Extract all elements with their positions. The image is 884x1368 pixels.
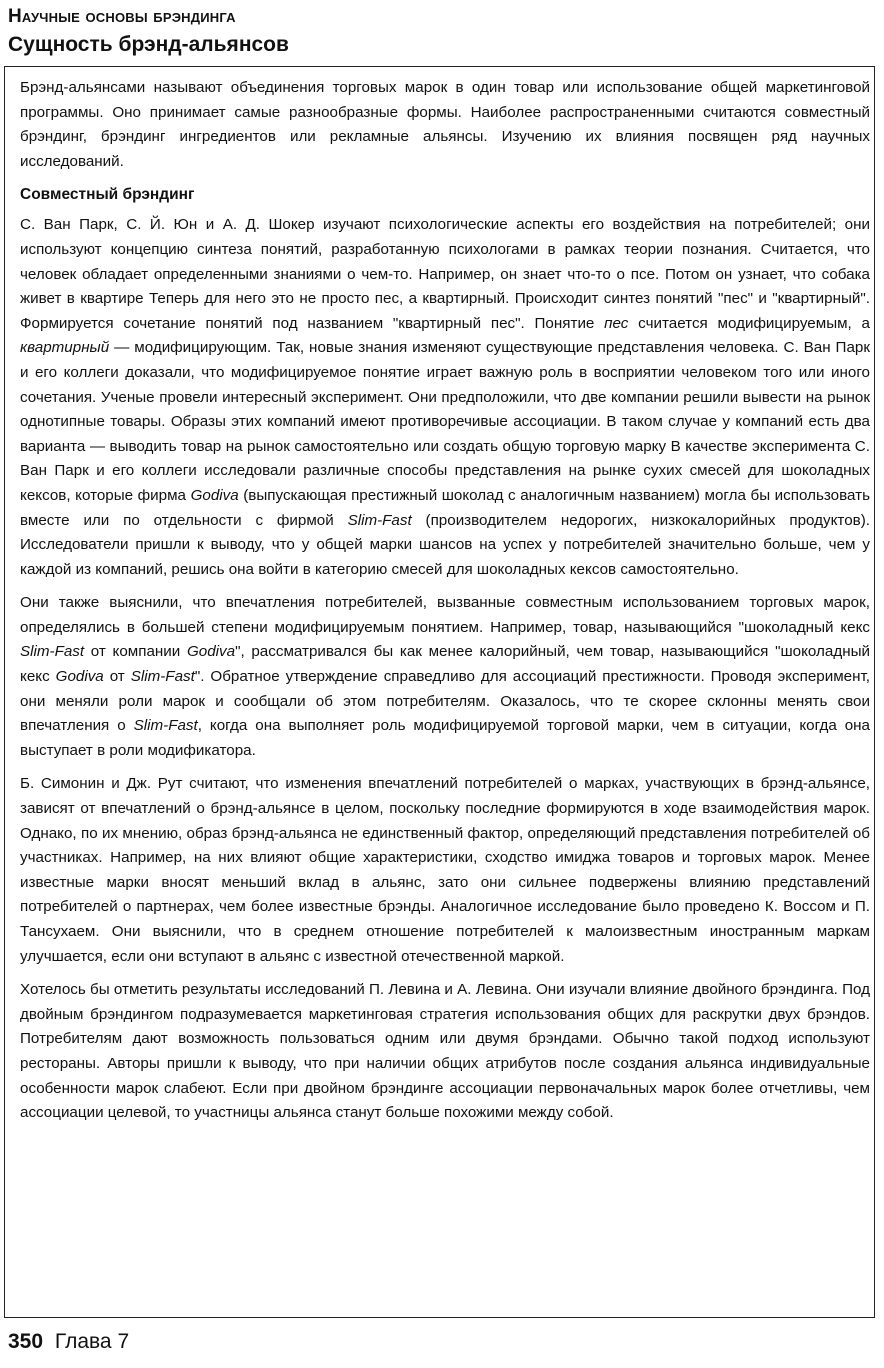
text-run: (производителем недорогих, низкокалорийных продуктов). Исследователи пришли к выводу, что у общей марки шансов на успех у потребителей значительно больше, чем у каждой из компаний, решись она войти в категорию смесей для шоколадных кексов самостоятельно.: [20, 511, 870, 578]
italic-term: квартирный: [20, 339, 110, 357]
italic-term: Godiva: [190, 486, 239, 504]
italic-term: пес: [604, 314, 629, 332]
text-run: считается модифицируемым, а: [628, 314, 870, 332]
header: [8, 4, 289, 60]
sidebar-box-content: [20, 76, 870, 1135]
text-run: (выпускающая престижный шоколад с аналогичным названием) могла бы использовать вместе или по отдельности с фирмой: [20, 486, 870, 529]
italic-term: Godiva: [186, 643, 236, 661]
paragraph-1: [20, 213, 870, 582]
paragraph-2: [20, 591, 870, 763]
page-footer: [8, 1330, 129, 1354]
paragraph-3: Б. Симонин и Дж. Рут считают, что изменения впечатлений потребителей о марках, участвующих в брэнд-альянсе, зависят от впечатлений о брэнд-альянсе в целом, поскольку последние формируются в ходе взаимодействия марок. Однако, по их мнению, образ брэнд-альянса не единственный фактор, определяющий представления потребителей об участниках. Например, на них влияют общие характеристики, сходство имиджа товаров и торговых марок. Менее известные марки вносят меньший вклад в альянс, зато они сильнее подвержены влиянию представлений потребителей о партнерах, чем более известные брэнды. Аналогичное исследование было проведено К. Воссом и П. Тансухаем. Они выяснили, что в среднем отношение потребителей к малоизвестным иностранным маркам улучшается, если они вступают в альянс с известной отечественной маркой.: [20, 775, 870, 965]
italic-term: Slim-Fast: [20, 643, 85, 661]
chapter-label: Глава 7: [54, 1330, 130, 1353]
text-run: от компании: [84, 643, 187, 661]
text-run: ". Обратное утверждение справедливо для ассоциаций престижности. Проводя эксперимент, они меняли роли марок и сообщали об этом потребителям. Оказалось, что те скорее склонны менять свои впечатления о: [20, 668, 870, 735]
italic-term: Slim-Fast: [130, 668, 195, 686]
text-run: — модифицирующим. Так, новые знания изменяют существующие представления человека. С. Ван Парк и его коллеги доказали, что модифицируемое понятие играет важную роль в восприятии человеком того или иного сочетания. Ученые провели интересный эксперимент. Они предположили, что две компании решили вывести на рынок однотипные товары. Образы этих компаний имеют противоречивые ассоциации. В таком случае у компаний есть два варианта — выводить товар на рынок самостоятельно или создать общую торговую марку В качестве эксперимента С. Ван Парк и его коллеги исследовали различные способы представления на рынке сухих смесей для шоколадных кексов, которые фирма: [20, 339, 870, 504]
paragraph-4: Хотелось бы отметить результаты исследований П. Левина и А. Левина. Они изучали влияние двойного брэндинга. Под двойным брэндингом подразумевается маркетинговая стратегия использования общих для раскрутки двух брэндов. Потребителям дают возможность пользоваться одним или двумя брэндами. Обычно такой подход используют рестораны. Авторы пришли к выводу, что при наличии общих атрибутов после создания альянса индивидуальные особенности марок слабеют. Если при двойном брэндинге ассоциации первоначальных марок более отчетливы, чем ассоциации целевой, то участницы альянса станут больше похожими между собой.: [20, 981, 870, 1122]
subheading: Совместный брэндинг: [20, 186, 195, 204]
text-run: С. Ван Парк, С. Й. Юн и А. Д. Шокер изучают психологические аспекты его воздействия на потребителей; они используют концепцию синтеза понятий, разработанную психологами в рамках теории познания. Считается, что человек обладает определенными знаниями о чем-то. Например, он знает что-то о псе. Потом он узнает, что собака живет в квартире Теперь для него это не просто пес, а квартирный. Происходит синтез понятий "пес" и "квартирный". Формируется сочетание понятий под названием "квартирный пес". Понятие: [20, 216, 870, 332]
italic-term: Slim-Fast: [347, 511, 412, 529]
italic-term: Godiva: [55, 668, 104, 686]
page-title: Сущность брэнд-альянсов: [8, 33, 289, 56]
intro-paragraph: Брэнд-альянсами называют объединения торговых марок в один товар или использование общей маркетинговой программы. Оно принимает самые разнообразные формы. Наиболее распространенными считаются совместный брэндинг, брэндинг ингредиентов или рекламные альянсы. Изучению их влияния посвящен ряд научных исследований.: [20, 79, 870, 170]
italic-term: Slim-Fast: [133, 717, 198, 735]
text-run: ", рассматривался бы как менее калорийный, чем товар, называющийся "шоколадный кекс: [20, 643, 870, 686]
section-label: Научные основы брэндинга: [8, 6, 236, 27]
page-number: 350: [8, 1330, 44, 1353]
text-run: Они также выяснили, что впечатления потребителей, вызванные совместным использованием торговых марок, определялись в большей степени модифицируемым понятием. Например, товар, называющийся "шоколадный кекс: [20, 594, 870, 636]
text-run: от: [103, 668, 131, 686]
text-run: , когда она выполняет роль модифицируемой торговой марки, чем в ситуации, когда она выступает в роли модификатора.: [20, 717, 870, 759]
